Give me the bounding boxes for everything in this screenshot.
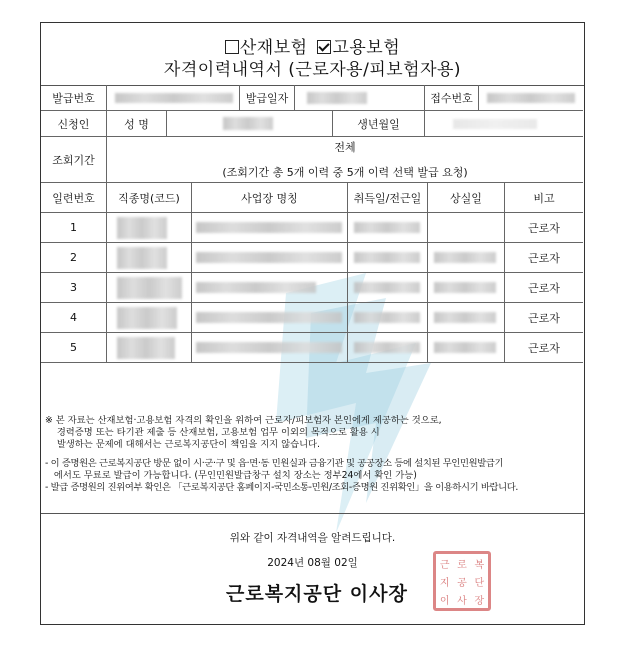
note-line: - 이 증명원은 근로복지공단 방문 없이 시·군·구 및 읍·면·동 민원실과 금융기관 및 공공장소 등에 설치된 무인민원발급기: [45, 457, 504, 469]
row-number: 3: [41, 273, 107, 303]
note-line: ※ 본 자료는 산재보험·고용보험 자격의 확인을 위하여 근로자/피보험자 본인에게 제공하는 것으로,: [45, 415, 442, 426]
job-code-value: [107, 273, 192, 303]
period-label: 조회기간: [41, 137, 107, 183]
receipt-number-value: [479, 85, 583, 111]
row-number: 2: [41, 243, 107, 273]
issue-date-label: 발급일자: [240, 85, 295, 111]
issue-number-label: 발급번호: [41, 85, 107, 111]
seal-char: 사: [457, 595, 467, 607]
column-header: 비고: [505, 183, 583, 213]
workplace-name-value: [192, 303, 348, 333]
row-number: 5: [41, 333, 107, 363]
name-value: [167, 111, 333, 137]
name-label: 성 명: [107, 111, 167, 137]
note-line: 경력증명 또는 타기관 제출 등 산재보험, 고용보험 업무 이외의 목적으로 활용 시: [45, 427, 380, 439]
seal-char: 복: [474, 559, 485, 571]
workplace-name-value: [192, 213, 348, 243]
signer-title: 근로복지공단 이사장: [226, 583, 408, 605]
column-header: 사업장 명칭: [192, 183, 348, 213]
loss-date-value: [428, 243, 505, 273]
remark-value: 근로자: [505, 303, 583, 333]
issue-date: 2024년 08월 02일: [267, 557, 358, 569]
job-code-value: [107, 213, 192, 243]
insurance-option-label: 고용보험: [332, 38, 401, 58]
job-code-value: [107, 243, 192, 273]
applicant-label: 신청인: [41, 111, 107, 137]
workplace-name-value: [192, 273, 348, 303]
issue-number-value: [107, 85, 240, 111]
workplace-name-value: [192, 243, 348, 273]
period-note: (조회기간 총 5개 이력 중 5개 이력 선택 발급 요청): [222, 166, 468, 179]
seal-char: 이: [439, 595, 450, 607]
row-number: 4: [41, 303, 107, 333]
checkbox-employment-insurance: [317, 40, 331, 54]
birth-date-value: [425, 111, 583, 137]
workplace-name-value: [192, 333, 348, 363]
confirmation-text: 위와 같이 자격내역을 알려드립니다.: [229, 532, 396, 544]
remark-value: 근로자: [505, 333, 583, 363]
column-header: 취득일/전근일: [348, 183, 428, 213]
row-number: 1: [41, 213, 107, 243]
divider: [41, 513, 584, 514]
seal-char: 로: [457, 559, 467, 571]
job-code-value: [107, 333, 192, 363]
period-value-cell: [107, 137, 583, 183]
loss-date-value: [428, 333, 505, 363]
issue-date-value: [295, 85, 425, 111]
period-value: 전체: [334, 141, 356, 154]
loss-date-value: [428, 273, 505, 303]
acquisition-date-value: [348, 213, 428, 243]
loss-date-value: [428, 303, 505, 333]
remark-value: 근로자: [505, 213, 583, 243]
acquisition-date-value: [348, 333, 428, 363]
note-line: 발생하는 문제에 대해서는 근로복지공단이 책임을 지지 않습니다.: [45, 439, 320, 451]
seal-char: 단: [474, 577, 485, 589]
birth-date-label: 생년월일: [333, 111, 425, 137]
acquisition-date-value: [348, 303, 428, 333]
remark-value: 근로자: [505, 273, 583, 303]
document-header: [41, 23, 584, 86]
remark-value: 근로자: [505, 243, 583, 273]
column-header: 직종명(코드): [107, 183, 192, 213]
receipt-number-label: 접수번호: [425, 85, 479, 111]
certificate-document: [40, 22, 585, 625]
insurance-option-label: 산재보험: [239, 38, 308, 58]
note-line: 에서도 무료로 발급이 가능합니다. (무인민원발급창구 설치 장소는 정부24에서 확인 가능): [45, 469, 417, 481]
loss-date-value: [428, 213, 505, 243]
column-header: 일련번호: [41, 183, 107, 213]
job-code-value: [107, 303, 192, 333]
seal-char: 공: [457, 577, 467, 589]
seal-char: 장: [474, 595, 485, 607]
note-line: - 발급 증명원의 진위여부 확인은 「근로복지공단 홈페이지-국민소통-민원/조회-증명원 진위확인」을 이용하시기 바랍니다.: [45, 482, 519, 494]
seal-char: 지: [439, 577, 450, 589]
notes-section: [45, 415, 582, 494]
column-header: 상실일: [428, 183, 505, 213]
acquisition-date-value: [348, 273, 428, 303]
seal-char: 근: [439, 559, 450, 571]
official-seal-icon: [433, 551, 491, 611]
checkbox-industrial-accident: [225, 40, 239, 54]
document-title: 자격이력내역서 (근로자용/피보험자용): [163, 60, 462, 80]
acquisition-date-value: [348, 243, 428, 273]
